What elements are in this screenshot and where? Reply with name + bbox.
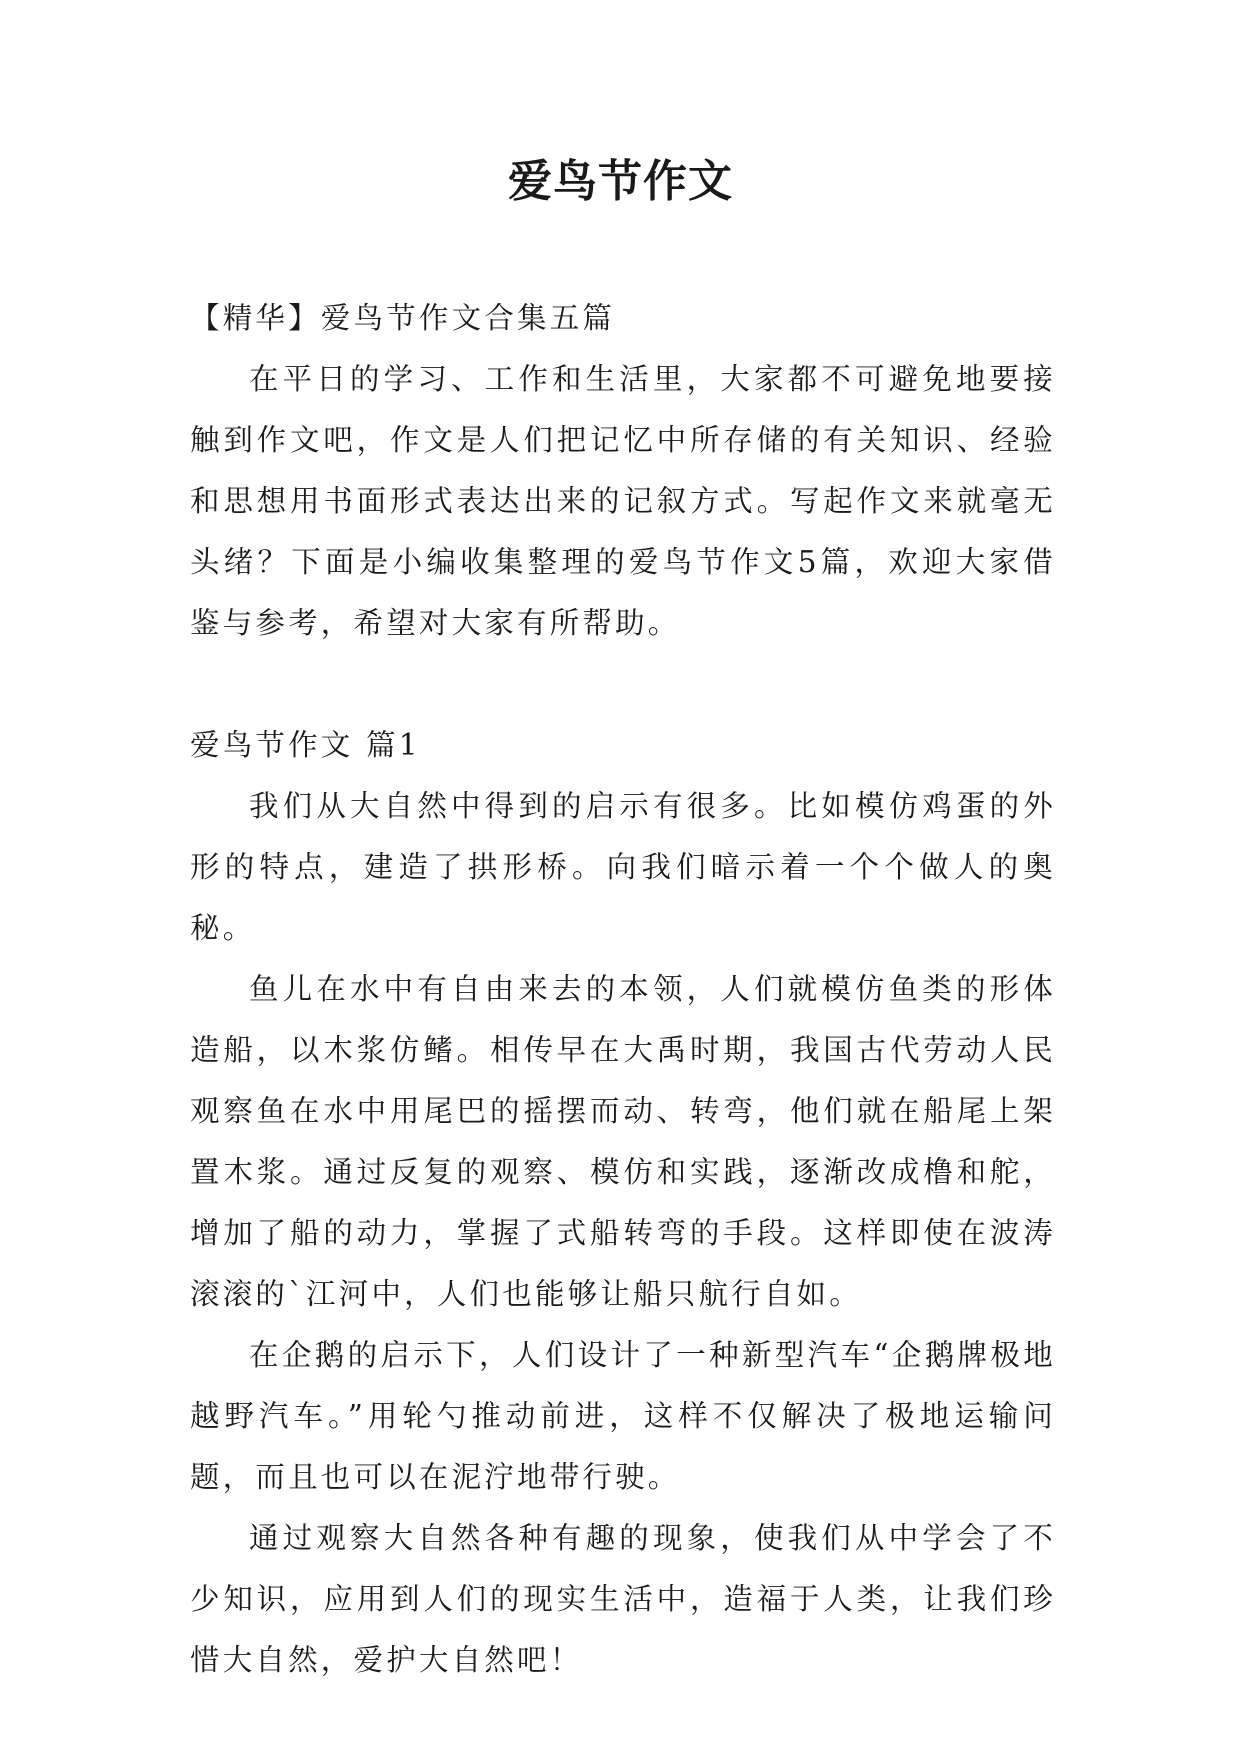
document-body — [190, 288, 1056, 1691]
section-heading: 爱鸟节作文 篇1 — [190, 728, 421, 762]
document-title: 爱鸟节作文 — [508, 156, 733, 207]
section-paragraph-2: 鱼儿在水中有自由来去的本领，人们就模仿鱼类的形体造船，以木浆仿鳍。相传早在大禹时期，我国古代劳动人民观察鱼在水中用尾巴的摇摆而动、转弯，他们就在船尾上架置木浆。通过反复的观察、模仿和实践，逐渐改成橹和舵，增加了船的动力，掌握了式船转弯的手段。这样即使在波涛滚滚的`江河中，人们也能够让船只航行自如。 — [190, 972, 1056, 1311]
document-subtitle: 【精华】爱鸟节作文合集五篇 — [190, 301, 616, 335]
intro-paragraph: 在平日的学习、工作和生活里，大家都不可避免地要接触到作文吧，作文是人们把记忆中所存储的有关知识、经验和思想用书面形式表达出来的记叙方式。写起作文来就毫无头绪？下面是小编收集整理的爱鸟节作文5篇，欢迎大家借鉴与参考，希望对大家有所帮助。 — [190, 362, 1056, 640]
section-spacer — [190, 654, 1056, 715]
section-paragraph-1: 我们从大自然中得到的启示有很多。比如模仿鸡蛋的外形的特点，建造了拱形桥。向我们暗示着一个个做人的奥秘。 — [190, 789, 1056, 945]
section-paragraph-4: 通过观察大自然各种有趣的现象，使我们从中学会了不少知识，应用到人们的现实生活中，造福于人类，让我们珍惜大自然，爱护大自然吧！ — [190, 1521, 1056, 1677]
section-paragraph-3: 在企鹅的启示下，人们设计了一种新型汽车“企鹅牌极地越野汽车。”用轮勺推动前进，这样不仅解决了极地运输问题，而且也可以在泥泞地带行驶。 — [190, 1338, 1056, 1494]
